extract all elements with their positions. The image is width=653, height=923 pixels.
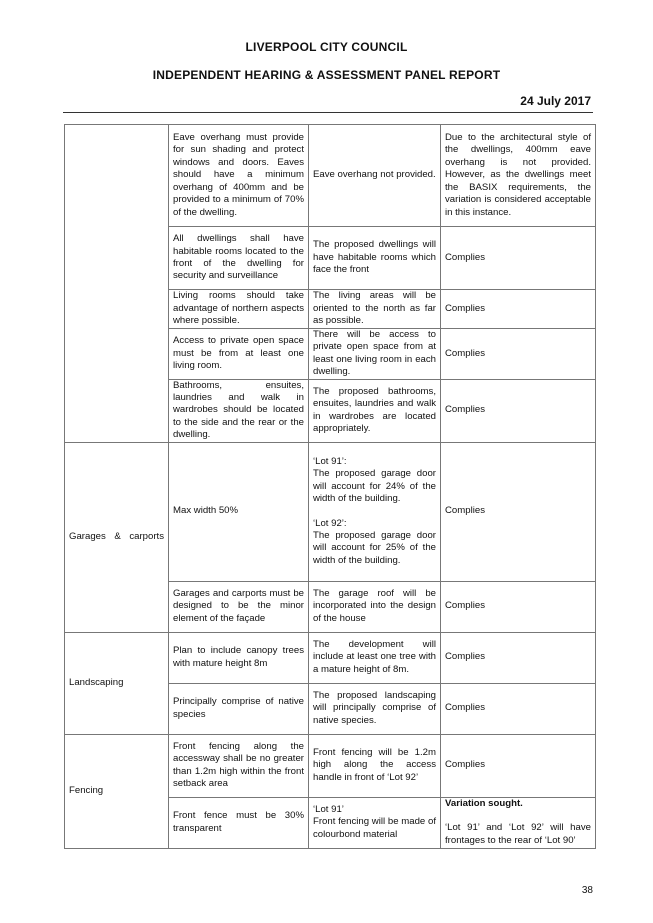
header-rule	[63, 112, 593, 113]
control-cell: Plan to include canopy trees with mature height 8m	[169, 632, 309, 683]
lot92-text: The proposed garage door will account for 25% of the width of the building.	[313, 530, 436, 566]
control-cell: Garages and carports must be designed to be the minor element of the façade	[169, 581, 309, 632]
report-date: 24 July 2017	[520, 94, 591, 108]
variation-text: ‘Lot 91’ and ‘Lot 92’ will have frontages to the rear of ‘Lot 90’	[445, 822, 591, 846]
lot91-text: The proposed garage door will account for 24% of the width of the building.	[313, 468, 436, 505]
table-row	[65, 125, 596, 227]
compliance-cell: Complies	[441, 379, 596, 442]
proposal-cell: The proposed bathrooms, ensuites, laundries and walk in wardrobes are located appropriately.	[309, 379, 441, 442]
proposal-cell	[309, 797, 441, 848]
section-cell-fencing: Fencing	[65, 734, 169, 848]
compliance-cell: Complies	[441, 581, 596, 632]
control-cell: Max width 50%	[169, 442, 309, 581]
compliance-cell: Complies	[441, 734, 596, 797]
lot92-label: ‘Lot 92’:	[313, 517, 347, 529]
compliance-cell: Complies	[441, 683, 596, 734]
section-cell-garages: Garages & carports	[65, 442, 169, 632]
proposal-cell: The living areas will be oriented to the north as far as possible.	[309, 290, 441, 329]
proposal-cell: The proposed landscaping will principally comprise of native species.	[309, 683, 441, 734]
table-row	[65, 442, 596, 581]
section-cell-empty	[65, 125, 169, 443]
page-number: 38	[581, 885, 593, 896]
compliance-cell: Complies	[441, 227, 596, 290]
council-title: LIVERPOOL CITY COUNCIL	[245, 40, 408, 54]
proposal-cell	[309, 442, 441, 581]
variation-sought: Variation sought.	[445, 798, 523, 810]
lot91-label: ‘Lot 91’	[313, 804, 344, 816]
control-cell: Living rooms should take advantage of northern aspects where possible.	[169, 290, 309, 329]
proposal-cell: The proposed dwellings will have habitable rooms which face the front	[309, 227, 441, 290]
control-cell: Access to private open space must be from at least one living room.	[169, 329, 309, 380]
proposal-cell: The development will include at least one tree with a mature height of 8m.	[309, 632, 441, 683]
fencing-proposal-text: Front fencing will be made of colourbond material	[313, 816, 436, 840]
compliance-cell: Complies	[441, 442, 596, 581]
controls-table	[64, 124, 596, 849]
control-cell: Front fence must be 30% transparent	[169, 797, 309, 848]
control-cell: Bathrooms, ensuites, laundries and walk in wardrobes should be located to the side and the rear or the dwelling.	[169, 379, 309, 442]
proposal-cell: Eave overhang not provided.	[309, 125, 441, 227]
compliance-cell: Complies	[441, 632, 596, 683]
proposal-cell: Front fencing will be 1.2m high along the access handle in front of ‘Lot 92’	[309, 734, 441, 797]
control-cell: Eave overhang must provide for sun shading and protect windows and doors. Eaves should have a minimum overhang of 400mm and be provided to a minimum of 70% of the dwelling.	[169, 125, 309, 227]
control-cell: All dwellings shall have habitable rooms located to the front of the dwelling for security and surveillance	[169, 227, 309, 290]
table-row	[65, 632, 596, 683]
compliance-cell: Complies	[441, 329, 596, 380]
table-row	[65, 734, 596, 797]
control-cell: Front fencing along the accessway shall be no greater than 1.2m high within the front setback area	[169, 734, 309, 797]
compliance-cell: Complies	[441, 290, 596, 329]
section-cell-landscaping: Landscaping	[65, 632, 169, 734]
lot91-label: ‘Lot 91’:	[313, 456, 347, 468]
report-title: INDEPENDENT HEARING & ASSESSMENT PANEL REPORT	[152, 68, 501, 82]
proposal-cell: There will be access to private open space from at least one living room in each dwelling.	[309, 329, 441, 380]
compliance-cell	[441, 797, 596, 848]
control-cell: Principally comprise of native species	[169, 683, 309, 734]
proposal-cell: The garage roof will be incorporated into the design of the house	[309, 581, 441, 632]
compliance-cell: Due to the architectural style of the dwellings, 400mm eave overhang is not provided. However, as the dwellings meet the BASIX requirements, the variation is considered acceptable in this instance.	[441, 125, 596, 227]
